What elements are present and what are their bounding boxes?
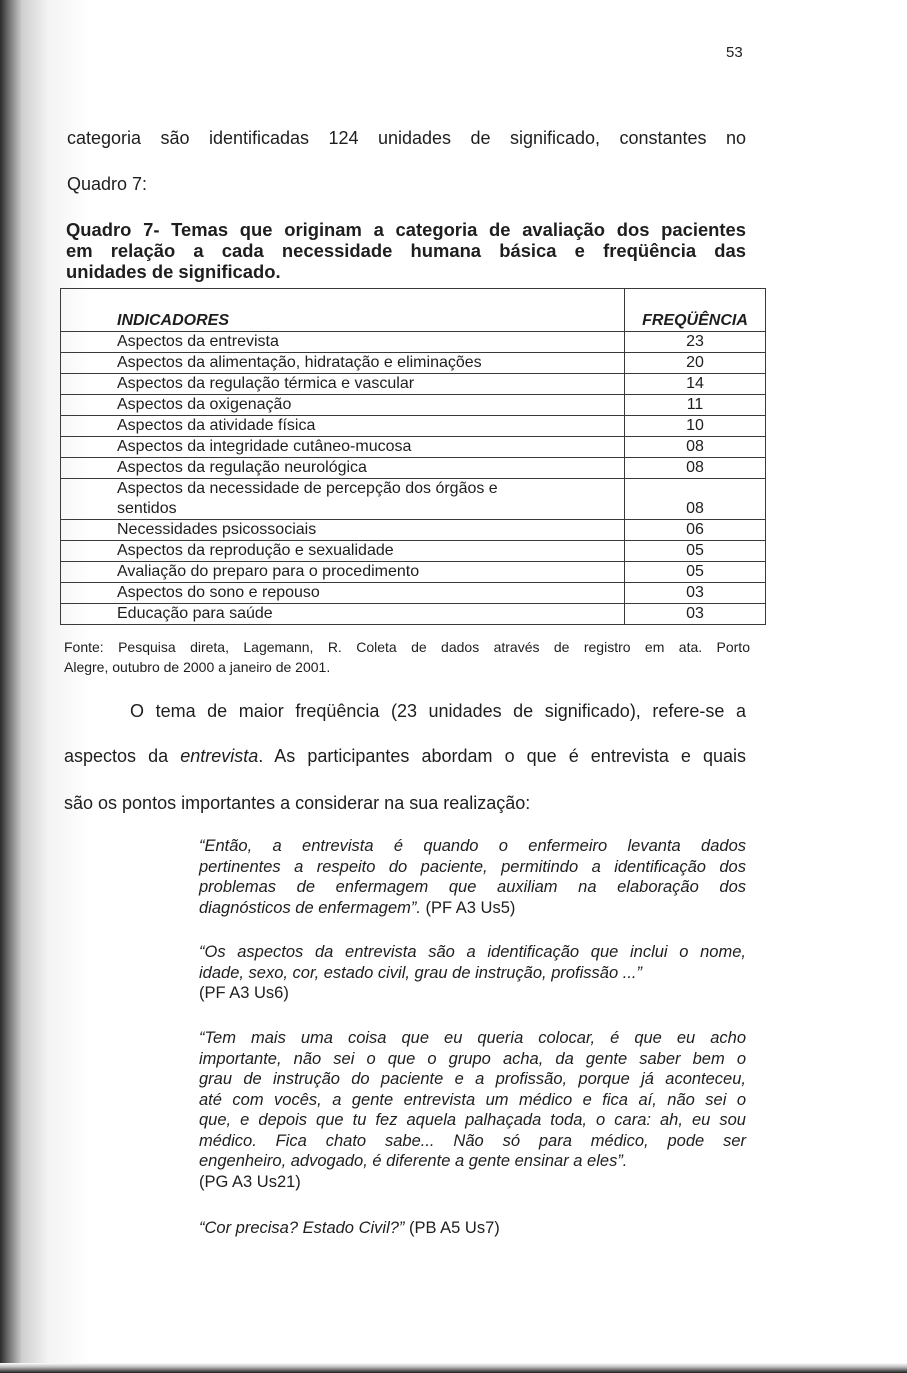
- intro-line-2: Quadro 7:: [67, 174, 148, 194]
- table-row: [61, 416, 766, 437]
- header-frequencia: FREQÜÊNCIA: [625, 289, 766, 332]
- frequency-cell: 23: [625, 332, 766, 353]
- quote-reference: (PG A3 Us21): [199, 1172, 301, 1191]
- indicator-cell: Avaliação do preparo para o procedimento: [61, 562, 625, 583]
- quote-line: “Os aspectos da entrevista são a identificação que inclui o nome,: [199, 943, 746, 961]
- quote-line: até com vocês, a gente entrevista um médico e fica aí, não sei o: [199, 1090, 746, 1109]
- quote-line: médico. Fica chato sabe... Não só para médico, pode ser: [199, 1131, 746, 1150]
- table-row: [61, 520, 766, 541]
- indicator-line-1: Aspectos da necessidade de percepção dos órgãos e: [117, 480, 498, 497]
- frequency-cell: 06: [625, 520, 766, 541]
- source-line-2: Alegre, outubro de 2000 a janeiro de 2001.: [64, 659, 331, 675]
- quote-line: importante, não sei o que o grupo acha, da gente saber bem o: [199, 1049, 746, 1068]
- intro-line-1: categoria são identificadas 124 unidades de significado, constantes no: [67, 128, 746, 148]
- indicator-line-2: sentidos: [117, 500, 177, 517]
- quote-1: [199, 836, 746, 918]
- quote-last-line: [199, 898, 746, 919]
- indicator-cell: [61, 479, 625, 520]
- quote-text: idade, sexo, cor, estado civil, grau de instrução, profissão ...”: [199, 963, 642, 982]
- frequency-cell: 10: [625, 416, 766, 437]
- indicator-cell: Necessidades psicossociais: [61, 520, 625, 541]
- table-row: [61, 479, 766, 520]
- indicators-table: [60, 288, 766, 625]
- indicator-cell: Aspectos da alimentação, hidratação e eliminações: [61, 353, 625, 374]
- quote-reference: (PB A5 Us7): [404, 1219, 500, 1237]
- paragraph-line-2-end: . As participantes abordam o que é entrevista e quais: [258, 746, 746, 766]
- table-source: [64, 637, 750, 677]
- frequency-cell: 05: [625, 541, 766, 562]
- indicator-cell: Aspectos da reprodução e sexualidade: [61, 541, 625, 562]
- indicator-cell: Aspectos da regulação neurológica: [61, 458, 625, 479]
- frequency-cell: 11: [625, 395, 766, 416]
- emphasis-entrevista: entrevista: [180, 746, 259, 766]
- quote-4: [199, 1218, 746, 1239]
- quote-line: grau de instrução do paciente e a profissão, porque já aconteceu,: [199, 1070, 746, 1088]
- frequency-cell: 08: [625, 479, 766, 520]
- quote-3: [199, 1028, 746, 1192]
- page-number: 53: [726, 44, 743, 61]
- paragraph-line-2: [64, 745, 746, 767]
- table-row: [61, 395, 766, 416]
- quote-last-line: [199, 1218, 746, 1239]
- caption-line-2: em relação a cada necessidade humana básica e freqüência das: [66, 240, 746, 261]
- frequency-cell: 14: [625, 374, 766, 395]
- quote-line: problemas de enfermagem que auxiliam na elaboração dos: [199, 878, 746, 896]
- paragraph-line-1: O tema de maior freqüência (23 unidades de significado), refere-se a: [130, 701, 746, 721]
- quote-2: [199, 942, 746, 1004]
- frequency-cell: 03: [625, 604, 766, 625]
- indicator-cell: Aspectos da regulação térmica e vascular: [61, 374, 625, 395]
- table-row: [61, 604, 766, 625]
- table-header-row: [61, 289, 766, 332]
- table-row: [61, 583, 766, 604]
- source-line-1: Fonte: Pesquisa direta, Lagemann, R. Coleta de dados através de registro em ata. Porto: [64, 639, 750, 655]
- quote-reference: (PF A3 Us5): [420, 898, 516, 917]
- header-indicadores: INDICADORES: [61, 289, 625, 332]
- page-bottom-edge: [0, 1363, 907, 1373]
- quote-text: engenheiro, advogado, é diferente a gente ensinar a eles”.: [199, 1152, 628, 1170]
- caption-line-3: unidades de significado.: [66, 261, 281, 282]
- table-row: [61, 562, 766, 583]
- frequency-cell: 03: [625, 583, 766, 604]
- indicator-cell: Educação para saúde: [61, 604, 625, 625]
- indicator-cell: Aspectos do sono e repouso: [61, 583, 625, 604]
- table-row: [61, 374, 766, 395]
- quote-reference: (PF A3 Us6): [199, 984, 289, 1002]
- quote-line: “Então, a entrevista é quando o enfermeiro levanta dados: [199, 837, 746, 855]
- table-row: [61, 458, 766, 479]
- paragraph-line-2-start: aspectos da: [64, 746, 181, 766]
- indicator-cell: Aspectos da oxigenação: [61, 395, 625, 416]
- table-row: [61, 541, 766, 562]
- table-caption: [66, 219, 746, 282]
- table-row: [61, 437, 766, 458]
- frequency-cell: 08: [625, 437, 766, 458]
- paragraph-line-3: são os pontos importantes a considerar na sua realização:: [64, 793, 531, 813]
- indicator-cell: Aspectos da entrevista: [61, 332, 625, 353]
- quote-text: diagnósticos de enfermagem”.: [199, 898, 421, 917]
- indicator-cell: Aspectos da atividade física: [61, 416, 625, 437]
- quote-line: que, e depois que tu fez aquela palhaçada toda, o cara: ah, eu sou: [199, 1111, 746, 1129]
- indicator-cell: Aspectos da integridade cutâneo-mucosa: [61, 437, 625, 458]
- quote-line: “Tem mais uma coisa que eu queria colocar, é que eu acho: [199, 1029, 746, 1047]
- frequency-cell: 08: [625, 458, 766, 479]
- table-row: [61, 332, 766, 353]
- quote-text: “Cor precisa? Estado Civil?”: [199, 1219, 405, 1237]
- quote-line: pertinentes a respeito do paciente, permitindo a identificação dos: [199, 857, 746, 876]
- frequency-cell: 20: [625, 353, 766, 374]
- table-row: [61, 353, 766, 374]
- frequency-cell: 05: [625, 562, 766, 583]
- caption-line-1: Quadro 7- Temas que originam a categoria de avaliação dos pacientes: [66, 219, 746, 240]
